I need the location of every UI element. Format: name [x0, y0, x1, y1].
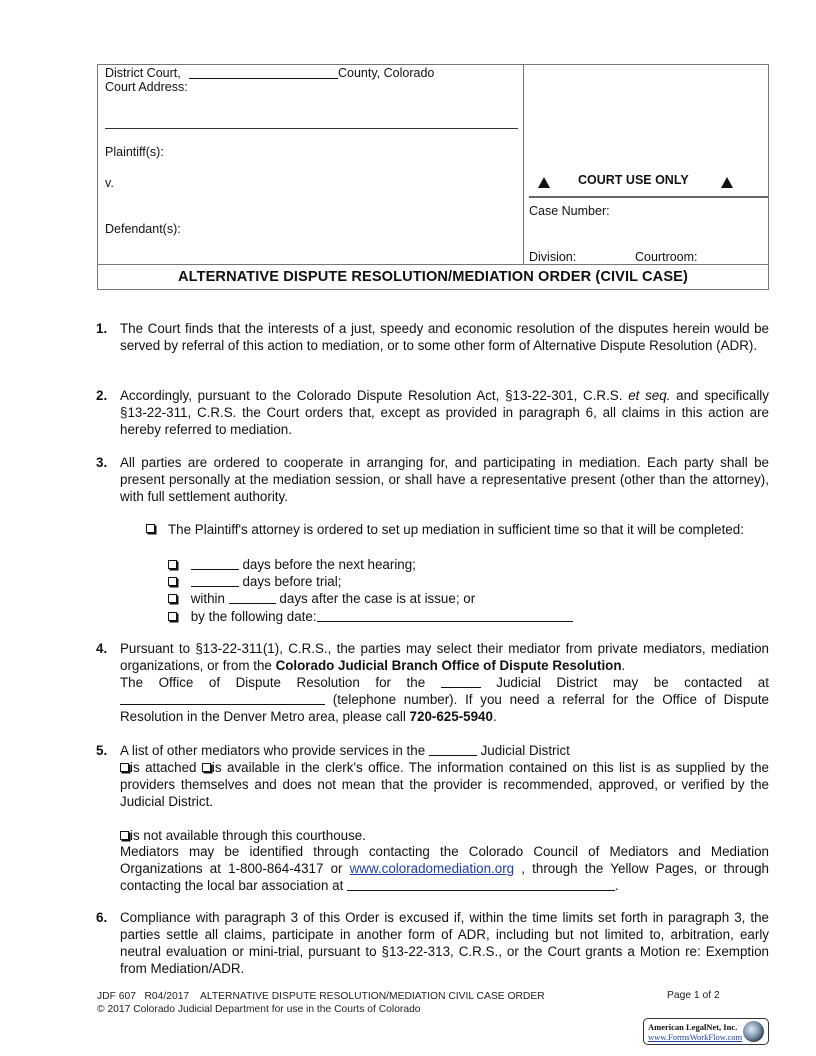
list-attached-checkbox[interactable]	[120, 763, 129, 772]
page-number: Page 1 of 2	[667, 990, 720, 1001]
plaintiff-label: Plaintiff(s):	[105, 145, 164, 159]
days-before-trial-checkbox[interactable]	[168, 577, 177, 586]
copyright-line: © 2017 Colorado Judicial Department for use in the Courts of Colorado	[97, 1004, 421, 1016]
paragraph-number: 3.	[96, 455, 108, 470]
paragraph-number: 5.	[96, 743, 108, 758]
plaintiff-attorney-option	[146, 521, 769, 538]
completion-option-2: days before trial;	[168, 573, 341, 590]
judicial-district-field[interactable]	[441, 675, 481, 688]
division-label: Division:	[529, 250, 577, 264]
document-title: ALTERNATIVE DISPUTE RESOLUTION/MEDIATION ORDER (CIVIL CASE)	[98, 264, 768, 290]
county-name-field[interactable]	[189, 66, 338, 79]
caption-parties-panel	[98, 65, 524, 264]
paragraph-text: Compliance with paragraph 3 of this Order is excused if, within the time limits set forth in paragraph 3, the parties settle all claims, participate in another form of ADR, including but not limited to, arbitration, early neutral evaluation or mini-trial, pursuant to §13-22-313, C.R.S., or the Court grants a Motion re: Exemption from Mediation/ADR.	[120, 910, 769, 976]
paragraph-2	[96, 388, 769, 439]
by-date-checkbox[interactable]	[168, 612, 177, 621]
paragraph-number: 2.	[96, 388, 108, 403]
bar-association-field[interactable]	[347, 878, 615, 891]
address-divider	[105, 128, 518, 129]
badge-url-link[interactable]: www.FormsWorkFlow.com	[648, 1032, 743, 1042]
legalnet-badge[interactable]	[643, 1018, 769, 1045]
paragraph-number: 1.	[96, 321, 108, 336]
paragraph-number: 4.	[96, 641, 108, 656]
days-before-hearing-field[interactable]	[191, 557, 239, 570]
paragraph-text: All parties are ordered to cooperate in arranging for, and participating in mediation. Each party shall be present personally at the mediation session, or shall have a representative present (other than the attorney), with full settlement authority.	[120, 455, 769, 504]
following-date-field[interactable]	[317, 609, 573, 622]
days-before-trial-field[interactable]	[191, 574, 239, 587]
court-use-only-label: COURT USE ONLY	[578, 173, 689, 187]
up-triangle-icon	[721, 177, 733, 188]
paragraph-4: 4. Pursuant to §13-22-311(1), C.R.S., the parties may select their mediator from private mediators, mediation organizations, or from the Colorado Judicial Branch Office of Dispute Resolution. The Office of Dispute Resolution for the Judicial District may be contacted at (telephone number). If you need a referral for the Office of Dispute Resolution in the Denver Metro area, please call 720-625-5940.	[96, 641, 769, 724]
completion-option-4: by the following date:	[168, 608, 573, 625]
versus-label: v.	[105, 176, 114, 190]
paragraph-text: Pursuant to §13-22-311(1), C.R.S., the parties may select their mediator from private mediators, mediation organizations, or from the Colorado Judicial Branch Office of Dispute Resolution.	[120, 641, 769, 673]
defendant-label: Defendant(s):	[105, 222, 181, 236]
globe-icon	[743, 1021, 764, 1042]
form-footer	[97, 990, 545, 1017]
plaintiff-attorney-checkbox[interactable]	[146, 524, 155, 533]
option-text: The Plaintiff's attorney is ordered to set up mediation in sufficient time so that it will be completed:	[168, 522, 744, 537]
district-court-prefix: District Court,	[105, 66, 181, 80]
telephone-number-field[interactable]	[120, 692, 325, 705]
list-in-clerks-office-checkbox[interactable]	[202, 763, 211, 772]
court-use-panel	[523, 65, 768, 264]
paragraph-text: Accordingly, pursuant to the Colorado Dispute Resolution Act, §13-22-301, C.R.S. et seq. and specifically §13-22-311, C.R.S. the Court orders that, except as provided in paragraph 6, all claims in this action are hereby referred to mediation.	[120, 388, 769, 437]
days-before-hearing-checkbox[interactable]	[168, 560, 177, 569]
list-not-available-checkbox[interactable]	[120, 831, 129, 840]
courtroom-label: Courtroom:	[635, 250, 698, 264]
form-id-line: JDF 607 R04/2017 ALTERNATIVE DISPUTE RESOLUTION/MEDIATION CIVIL CASE ORDER	[97, 991, 545, 1002]
up-triangle-icon	[538, 177, 550, 188]
paragraph-1	[96, 321, 769, 355]
badge-company: American LegalNet, Inc.	[648, 1022, 738, 1032]
days-after-issue-checkbox[interactable]	[168, 594, 177, 603]
case-caption-box	[97, 64, 769, 290]
completion-option-1: days before the next hearing;	[168, 556, 416, 573]
colorado-mediation-link[interactable]: www.coloradomediation.org	[349, 861, 515, 877]
days-after-issue-field[interactable]	[229, 591, 276, 604]
paragraph-text: The Court finds that the interests of a just, speedy and economic resolution of the disputes herein would be served by referral of this action to mediation, or to some other form of Alternative Dispute Resolution (ADR).	[120, 321, 769, 353]
denver-referral-phone: 720-625-5940	[409, 708, 493, 724]
court-address-label: Court Address:	[105, 80, 188, 94]
court-use-divider	[529, 196, 768, 198]
paragraph-6	[96, 910, 769, 978]
paragraph-number: 6.	[96, 910, 108, 925]
paragraph-3	[96, 455, 769, 506]
county-colorado-label: County, Colorado	[338, 66, 435, 80]
case-number-label: Case Number:	[529, 204, 610, 218]
paragraph-5: 5. A list of other mediators who provide services in the Judicial District is attached is available in the clerk's office. The information contained on this list is as supplied by the providers themselves and does not mean that the provider is recommended, approved, or verified by the Judicial District. is not available through this courthouse. Mediators may be identified through contacting the Colorado Council of Mediators and Mediation Organizations at 1-800-864-4317 or www.coloradomediation.org , through the Yellow Pages, or through contacting the local bar association at .	[96, 743, 770, 894]
completion-option-3: within days after the case is at issue; or	[168, 590, 475, 607]
judicial-district-field[interactable]	[429, 743, 477, 756]
